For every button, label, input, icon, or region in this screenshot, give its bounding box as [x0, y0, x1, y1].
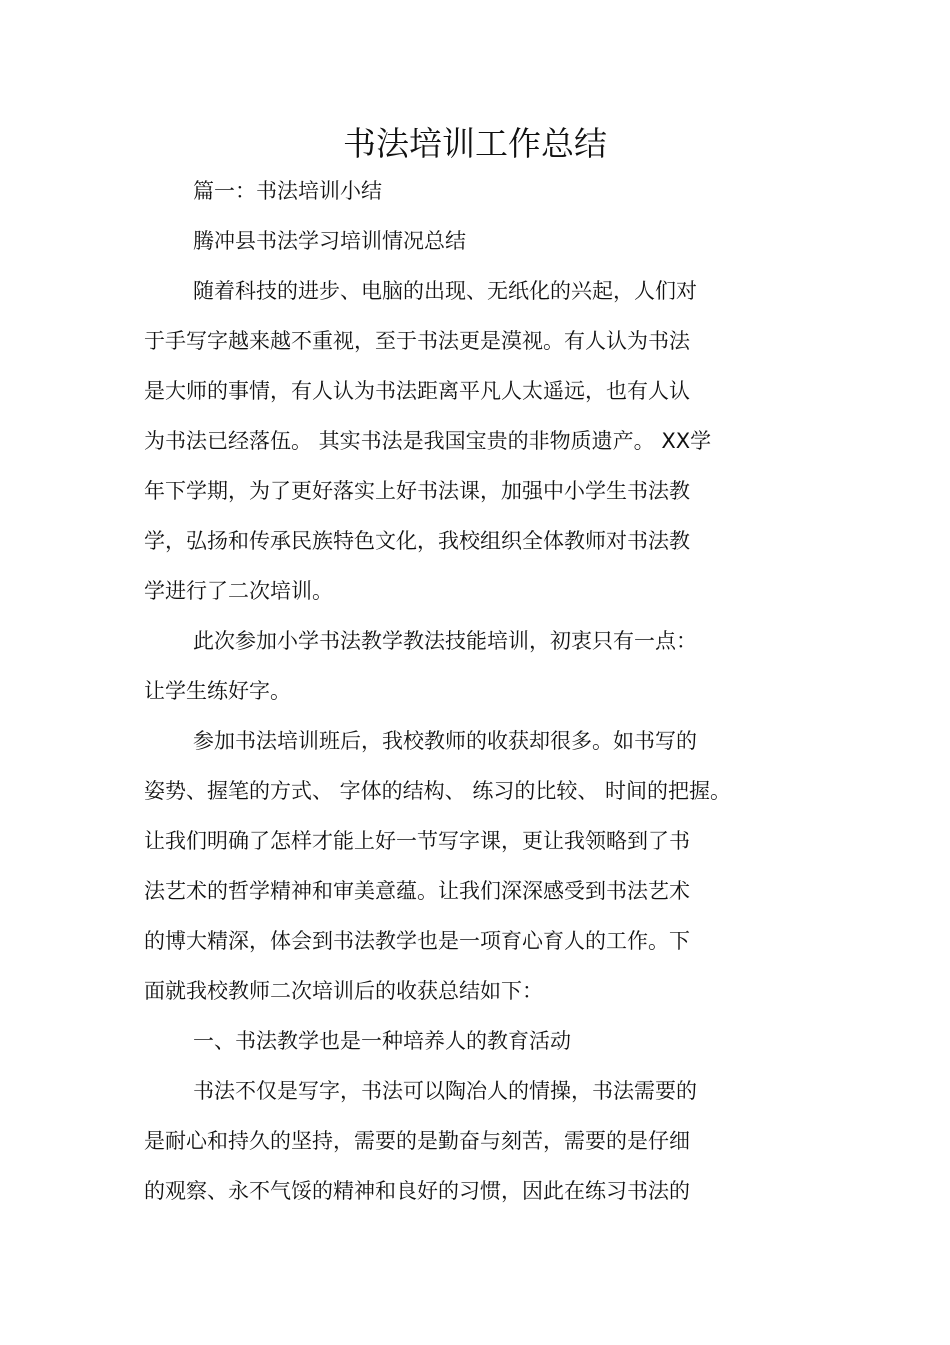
- paragraph-line: 学，弘扬和传承民族特色文化，我校组织全体教师对书法教: [144, 529, 690, 553]
- paragraph-line: 让我们明确了怎样才能上好一节写字课，更让我领略到了书: [144, 829, 690, 853]
- paragraph-line: 是大师的事情，有人认为书法距离平凡人太遥远，也有人认: [144, 379, 690, 403]
- section-heading: 篇一：书法培训小结: [193, 179, 382, 203]
- paragraph-line: 学进行了二次培训。: [144, 579, 333, 603]
- paragraph-line: 随着科技的进步、电脑的出现、无纸化的兴起，人们对: [193, 279, 697, 303]
- paragraph-line: 面就我校教师二次培训后的收获总结如下：: [144, 979, 543, 1003]
- paragraph-line: 的博大精深，体会到书法教学也是一项育心育人的工作。下: [144, 929, 690, 953]
- paragraph-line: 是耐心和持久的坚持，需要的是勤奋与刻苦，需要的是仔细: [144, 1129, 690, 1153]
- paragraph-line: 让学生练好字。: [144, 679, 291, 703]
- paragraph-line: 于手写字越来越不重视，至于书法更是漠视。有人认为书法: [144, 329, 690, 353]
- paragraph-line: 的观察、永不气馁的精神和良好的习惯，因此在练习书法的: [144, 1179, 690, 1203]
- paragraph-line: 姿势、握笔的方式、 字体的结构、 练习的比较、 时间的把握。: [144, 779, 732, 803]
- paragraph-line: 为书法已经落伍。 其实书法是我国宝贵的非物质遗产。 XX学: [144, 429, 712, 453]
- subsection-heading: 腾冲县书法学习培训情况总结: [193, 229, 466, 253]
- paragraph-line: 法艺术的哲学精神和审美意蕴。让我们深深感受到书法艺术: [144, 879, 690, 903]
- document-title: 书法培训工作总结: [343, 124, 607, 163]
- paragraph-line: 参加书法培训班后，我校教师的收获却很多。如书写的: [193, 729, 697, 753]
- paragraph-line: 年下学期，为了更好落实上好书法课，加强中小学生书法教: [144, 479, 690, 503]
- numbered-heading: 一、书法教学也是一种培养人的教育活动: [193, 1029, 571, 1053]
- paragraph-line: 此次参加小学书法教学教法技能培训，初衷只有一点：: [193, 629, 697, 653]
- paragraph-line: 书法不仅是写字，书法可以陶冶人的情操，书法需要的: [193, 1079, 697, 1103]
